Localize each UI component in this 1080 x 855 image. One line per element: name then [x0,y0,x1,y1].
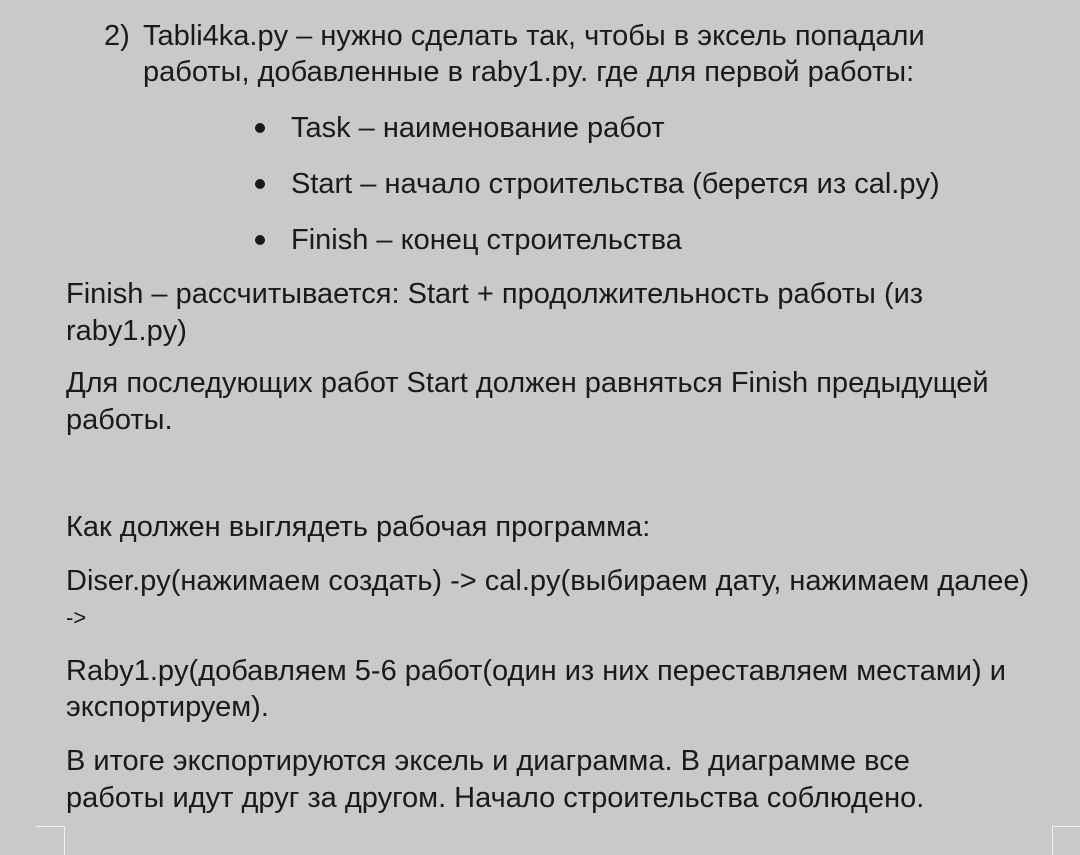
para-finish-line1: Finish – рассчитывается: Start + продолжительность работы (из [66,278,924,310]
para-diser-line2: -> [66,605,87,630]
item2-text-line1: Tabli4ka.py – нужно сделать так, чтобы в эксель попадали [143,20,925,52]
para-raby-line2: экспортируем). [66,691,269,723]
bullet-dot-icon [255,179,265,189]
bullet-item-task: Task – наименование работ [291,112,665,144]
bullet-item-finish: Finish – конец строительства [291,224,682,256]
page-corner-mark-left [36,826,65,855]
bullet-dot-icon [255,123,265,133]
list-number: 2) [104,20,130,52]
para-next-line1: Для последующих работ Start должен равняться Finish предыдущей [66,367,989,399]
para-diser-line1: Diser.py(нажимаем создать) -> cal.py(выбираем дату, нажимаем далее) [66,565,1030,597]
page-corner-mark-right [1052,826,1080,855]
item2-text-line2: работы, добавленные в raby1.py. где для первой работы: [143,56,915,88]
bullet-item-start: Start – начало строительства (берется из cal.py) [291,168,940,200]
bullet-dot-icon [255,235,265,245]
para-raby-line1: Raby1.py(добавляем 5-6 работ(один из них переставляем местами) и [66,655,1006,687]
program-heading: Как должен выглядеть рабочая программа: [66,511,651,543]
para-next-line2: работы. [66,404,173,436]
para-result-line1: В итоге экспортируются эксель и диаграмма. В диаграмме все [66,745,910,777]
para-result-line2: работы идут друг за другом. Начало строительства соблюдено. [66,782,925,814]
para-finish-line2: raby1.py) [66,315,187,347]
